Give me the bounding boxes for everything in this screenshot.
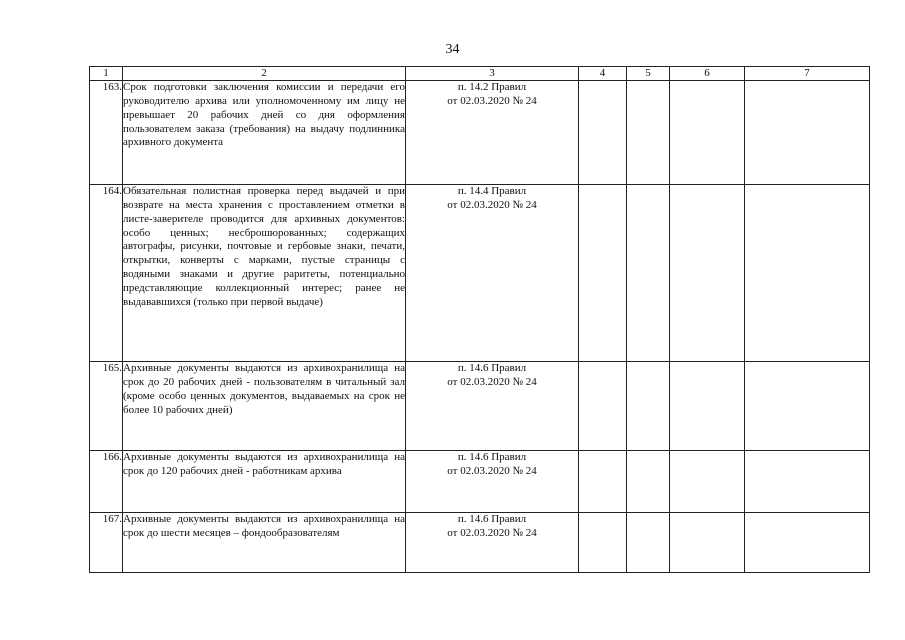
empty-cell bbox=[579, 513, 627, 573]
row-description: Обязательная полистная проверка перед выдачей и при возврате на места хранения с проставлением отметки в листе-заверителе проводится для архивных документов: особо ценных; несброшюрованных; содержащих автографы, рисунки, почтовые и гербовые знаки, печати, открытки, конверты с марками, пустые страницы с водяными знаками и другие раритеты, потенциально представляющие коллекционный интерес; ранее не выдававшихся (только при первой выдаче) bbox=[123, 185, 406, 362]
empty-cell bbox=[579, 185, 627, 362]
row-reference bbox=[406, 185, 579, 362]
row-reference bbox=[406, 81, 579, 185]
row-number: 166. bbox=[90, 451, 123, 513]
reference-rule: п. 14.6 Правил bbox=[457, 513, 527, 525]
row-number: 167. bbox=[90, 513, 123, 573]
empty-cell bbox=[579, 81, 627, 185]
empty-cell bbox=[670, 513, 745, 573]
empty-cell bbox=[670, 451, 745, 513]
empty-cell bbox=[627, 513, 670, 573]
table-row bbox=[90, 362, 870, 451]
row-description: Архивные документы выдаются из архивохранилища на срок до 120 рабочих дней - работникам архива bbox=[123, 451, 406, 513]
empty-cell bbox=[745, 185, 870, 362]
empty-cell bbox=[670, 81, 745, 185]
empty-cell bbox=[579, 451, 627, 513]
empty-cell bbox=[670, 362, 745, 451]
row-number: 164. bbox=[90, 185, 123, 362]
empty-cell bbox=[745, 513, 870, 573]
column-header: 4 bbox=[579, 67, 627, 81]
page-number: 34 bbox=[445, 42, 460, 57]
reference-date: от 02.03.2020 № 24 bbox=[447, 464, 537, 477]
empty-cell bbox=[579, 362, 627, 451]
reference-date: от 02.03.2020 № 24 bbox=[447, 526, 537, 539]
column-header: 3 bbox=[406, 67, 579, 81]
empty-cell bbox=[745, 451, 870, 513]
column-header: 2 bbox=[123, 67, 406, 81]
empty-cell bbox=[627, 185, 670, 362]
reference-rule: п. 14.2 Правил bbox=[457, 81, 527, 93]
empty-cell bbox=[745, 362, 870, 451]
column-header: 7 bbox=[745, 67, 870, 81]
reference-rule: п. 14.4 Правил bbox=[457, 185, 527, 197]
reference-date: от 02.03.2020 № 24 bbox=[447, 198, 537, 211]
row-reference bbox=[406, 513, 579, 573]
empty-cell bbox=[627, 362, 670, 451]
empty-cell bbox=[627, 451, 670, 513]
table-row bbox=[90, 513, 870, 573]
table-row bbox=[90, 81, 870, 185]
row-number: 165. bbox=[90, 362, 123, 451]
row-description: Срок подготовки заключения комиссии и передачи его руководителю архива или уполномоченному им лицу не превышает 20 рабочих дней со дня оформления пользователем заказа (требования) на выдачу подлинника архивного документа bbox=[123, 81, 406, 185]
empty-cell bbox=[627, 81, 670, 185]
row-description: Архивные документы выдаются из архивохранилища на срок до 20 рабочих дней - пользователям в читальный зал (кроме особо ценных документов, выдаваемых на срок не более 10 рабочих дней) bbox=[123, 362, 406, 451]
empty-cell bbox=[670, 185, 745, 362]
empty-cell bbox=[745, 81, 870, 185]
requirements-table bbox=[89, 66, 870, 573]
row-description: Архивные документы выдаются из архивохранилища на срок до шести месяцев – фондообразователям bbox=[123, 513, 406, 573]
header-row bbox=[90, 67, 870, 81]
row-reference bbox=[406, 451, 579, 513]
row-number: 163. bbox=[90, 81, 123, 185]
reference-date: от 02.03.2020 № 24 bbox=[447, 375, 537, 388]
table-row bbox=[90, 185, 870, 362]
table-row bbox=[90, 451, 870, 513]
column-header: 5 bbox=[627, 67, 670, 81]
reference-rule: п. 14.6 Правил bbox=[457, 451, 527, 463]
reference-date: от 02.03.2020 № 24 bbox=[447, 94, 537, 107]
column-header: 1 bbox=[90, 67, 123, 81]
column-header: 6 bbox=[670, 67, 745, 81]
reference-rule: п. 14.6 Правил bbox=[457, 362, 527, 374]
row-reference bbox=[406, 362, 579, 451]
